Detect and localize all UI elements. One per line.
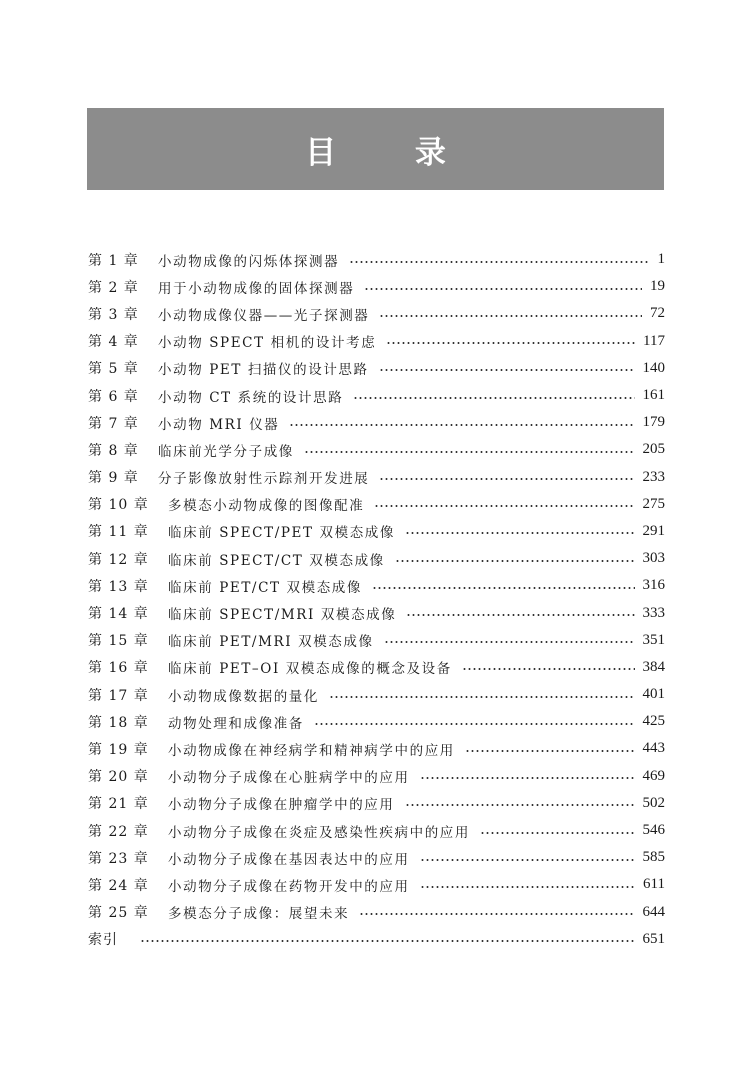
toc-chapter-title: 多模态小动物成像的图像配准: [168, 498, 365, 515]
toc-entry[interactable]: [88, 355, 665, 382]
toc-page-number: 19: [650, 278, 665, 295]
toc-page-number: 291: [642, 522, 665, 539]
toc-entry[interactable]: [88, 491, 665, 518]
toc-chapter-number: 第 5 章: [88, 361, 139, 378]
toc-chapter-number: 第 16 章: [88, 660, 149, 677]
toc-entry[interactable]: [88, 382, 665, 409]
toc-entry[interactable]: [88, 708, 665, 735]
toc-entry[interactable]: [88, 899, 665, 926]
toc-entry[interactable]: [88, 545, 665, 572]
toc-chapter-number: 第 9 章: [88, 470, 139, 487]
toc-chapter-title: 临床前 SPECT/PET 双模态成像: [168, 525, 395, 542]
toc-chapter-title: 小动物分子成像在心脏病学中的应用: [168, 770, 410, 787]
toc-page-number: 117: [643, 332, 665, 349]
dot-leader: [359, 913, 634, 915]
toc-page-number: 644: [642, 903, 665, 920]
toc-chapter-title: 小动物 SPECT 相机的设计考虑: [158, 335, 377, 352]
toc-entry[interactable]: [88, 572, 665, 599]
dot-leader: [140, 940, 635, 942]
table-of-contents: [88, 246, 665, 953]
dot-leader: [379, 369, 635, 371]
toc-chapter-title: 用于小动物成像的固体探测器: [158, 280, 355, 297]
dot-leader: [406, 614, 634, 616]
toc-chapter-title: 小动物成像在神经病学和精神病学中的应用: [168, 742, 455, 759]
toc-page-number: 303: [642, 550, 665, 567]
toc-page-number: 546: [642, 822, 665, 839]
toc-entry[interactable]: [88, 844, 665, 871]
toc-chapter-title: 临床前 PET–OI 双模态成像的概念及设备: [168, 661, 452, 678]
dot-leader: [395, 560, 635, 562]
dot-leader: [405, 532, 635, 534]
toc-page-number: 275: [642, 495, 665, 512]
toc-chapter-number: 第 1 章: [88, 252, 139, 269]
toc-chapter-title: 分子影像放射性示踪剂开发进展: [158, 471, 370, 488]
toc-chapter-title: 小动物成像仪器——光子探测器: [158, 307, 370, 324]
toc-chapter-title: 小动物 CT 系统的设计思路: [158, 389, 344, 406]
dot-leader: [379, 478, 634, 480]
toc-chapter-title: 小动物分子成像在肿瘤学中的应用: [168, 797, 395, 814]
toc-chapter-number: 第 17 章: [88, 687, 149, 704]
toc-entry[interactable]: [88, 518, 665, 545]
toc-chapter-number: 第 6 章: [88, 388, 139, 405]
dot-leader: [329, 696, 635, 698]
toc-chapter-title: 临床前 PET/CT 双模态成像: [168, 579, 363, 596]
toc-page-number: 316: [642, 577, 665, 594]
toc-chapter-title: 小动物分子成像在炎症及感染性疾病中的应用: [168, 824, 470, 841]
toc-chapter-number: 第 22 章: [88, 823, 149, 840]
toc-page-number: 611: [643, 876, 665, 893]
toc-page-number: 351: [642, 631, 665, 648]
toc-entry[interactable]: [88, 599, 665, 626]
toc-entry[interactable]: [88, 273, 665, 300]
toc-chapter-title: 临床前 SPECT/CT 双模态成像: [168, 552, 385, 569]
dot-leader: [304, 451, 635, 453]
toc-page-number: 443: [642, 740, 665, 757]
dot-leader: [465, 750, 635, 752]
toc-page-number: 384: [642, 658, 665, 675]
toc-entry[interactable]: [88, 436, 665, 463]
toc-chapter-title: 小动物成像数据的量化: [168, 688, 319, 705]
toc-chapter-title: 小动物 MRI 仪器: [158, 416, 280, 433]
toc-entry[interactable]: [88, 464, 665, 491]
toc-chapter-title: 临床前光学分子成像: [158, 443, 294, 460]
toc-entry[interactable]: [88, 735, 665, 762]
dot-leader: [405, 804, 635, 806]
toc-entry[interactable]: [88, 246, 665, 273]
toc-entry[interactable]: [88, 871, 665, 898]
toc-chapter-number: 第 3 章: [88, 306, 139, 323]
title-banner: [87, 108, 664, 190]
toc-page-number: 333: [642, 604, 665, 621]
dot-leader: [349, 261, 649, 263]
toc-entry[interactable]: [88, 790, 665, 817]
toc-chapter-title: 临床前 PET/MRI 双模态成像: [168, 634, 374, 651]
toc-chapter-number: 第 20 章: [88, 769, 149, 786]
page-title: 目 录: [305, 134, 480, 171]
toc-page-number: 233: [642, 468, 665, 485]
toc-entry[interactable]: [88, 409, 665, 436]
toc-chapter-title: 小动物分子成像在药物开发中的应用: [168, 878, 410, 895]
toc-chapter-number: 第 4 章: [88, 334, 139, 351]
toc-chapter-title: 动物处理和成像准备: [168, 715, 304, 732]
toc-chapter-number: 第 7 章: [88, 415, 139, 432]
toc-page-number: 161: [642, 387, 665, 404]
dot-leader: [420, 777, 635, 779]
toc-chapter-number: 第 2 章: [88, 279, 139, 296]
toc-page-number: 72: [650, 305, 665, 322]
dot-leader: [372, 587, 634, 589]
dot-leader: [353, 397, 634, 399]
toc-entry[interactable]: [88, 627, 665, 654]
toc-chapter-number: 第 21 章: [88, 796, 149, 813]
dot-leader: [420, 886, 635, 888]
toc-page-number: 469: [642, 767, 665, 784]
toc-entry[interactable]: [88, 300, 665, 327]
dot-leader: [289, 424, 634, 426]
toc-chapter-title: 临床前 SPECT/MRI 双模态成像: [168, 607, 397, 624]
toc-chapter-number: 第 12 章: [88, 551, 149, 568]
toc-chapter-title: 小动物分子成像在基因表达中的应用: [168, 851, 410, 868]
toc-page-number: 651: [642, 930, 665, 947]
toc-page-number: 502: [642, 794, 665, 811]
dot-leader: [420, 859, 635, 861]
toc-chapter-title: 多模态分子成像：展望未来: [168, 906, 350, 923]
toc-page-number: 1: [657, 251, 665, 268]
toc-chapter-number: 第 13 章: [88, 578, 149, 595]
toc-page-number: 179: [642, 414, 665, 431]
toc-entry[interactable]: [88, 763, 665, 790]
toc-page-number: 585: [642, 849, 665, 866]
dot-leader: [462, 668, 635, 670]
toc-chapter-number: 第 24 章: [88, 877, 149, 894]
toc-chapter-title: 小动物 PET 扫描仪的设计思路: [158, 362, 369, 379]
toc-page-number: 425: [642, 713, 665, 730]
toc-entry[interactable]: [88, 654, 665, 681]
dot-leader: [314, 723, 635, 725]
toc-chapter-number: 第 11 章: [88, 524, 149, 541]
toc-chapter-number: 第 18 章: [88, 714, 149, 731]
toc-entry[interactable]: [88, 681, 665, 708]
toc-entry[interactable]: [88, 328, 665, 355]
dot-leader: [386, 342, 635, 344]
toc-chapter-number: 第 15 章: [88, 633, 149, 650]
toc-chapter-number: 第 19 章: [88, 741, 149, 758]
toc-chapter-number: 索引: [88, 932, 118, 949]
toc-page-number: 205: [642, 441, 665, 458]
dot-leader: [480, 832, 635, 834]
dot-leader: [364, 288, 642, 290]
toc-chapter-number: 第 8 章: [88, 442, 139, 459]
dot-leader: [379, 315, 642, 317]
toc-chapter-number: 第 25 章: [88, 905, 149, 922]
toc-chapter-number: 第 23 章: [88, 850, 149, 867]
toc-entry[interactable]: [88, 817, 665, 844]
dot-leader: [374, 505, 634, 507]
toc-chapter-number: 第 10 章: [88, 497, 149, 514]
toc-page-number: 401: [642, 686, 665, 703]
toc-entry[interactable]: [88, 926, 665, 953]
toc-page-number: 140: [642, 359, 665, 376]
toc-chapter-title: 小动物成像的闪烁体探测器: [158, 253, 340, 270]
dot-leader: [384, 641, 635, 643]
toc-chapter-number: 第 14 章: [88, 606, 149, 623]
